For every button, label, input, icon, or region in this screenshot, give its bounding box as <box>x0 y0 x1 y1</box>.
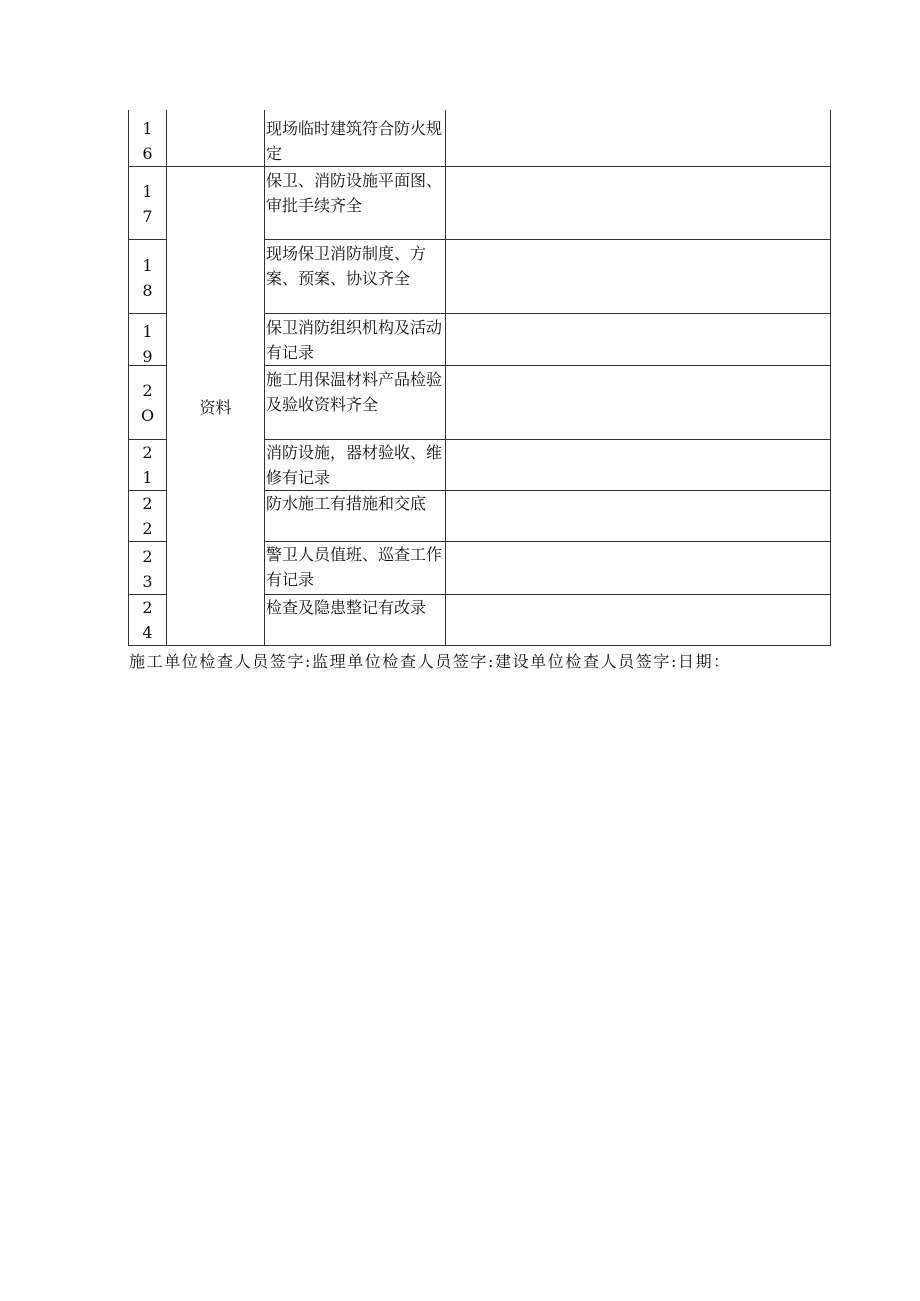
table-row <box>129 110 831 167</box>
row-number: 1 8 <box>129 240 167 314</box>
table-row <box>129 167 831 240</box>
check-item: 警卫人员值班、巡查工作有记录 <box>265 542 446 595</box>
result-cell[interactable] <box>446 542 831 595</box>
result-cell[interactable] <box>446 314 831 366</box>
result-cell[interactable] <box>446 240 831 314</box>
result-cell[interactable] <box>446 167 831 240</box>
row-number: 2 1 <box>129 440 167 491</box>
row-number: 2 2 <box>129 491 167 542</box>
check-item: 施工用保温材料产品检验及验收资料齐全 <box>265 366 446 440</box>
result-cell[interactable] <box>446 440 831 491</box>
row-number: 1 6 <box>129 110 167 167</box>
row-number: 2 O <box>129 366 167 440</box>
result-cell[interactable] <box>446 491 831 542</box>
result-cell[interactable] <box>446 595 831 646</box>
inspection-table <box>128 110 831 646</box>
row-number: 2 4 <box>129 595 167 646</box>
check-item: 现场临时建筑符合防火规定 <box>265 110 446 167</box>
check-item: 消防设施，器材验收、维修有记录 <box>265 440 446 491</box>
signature-line: 施工单位检查人员签字:监理单位检查人员签字:建设单位检查人员签字:日期： <box>129 652 731 671</box>
check-item: 现场保卫消防制度、方案、预案、协议齐全 <box>265 240 446 314</box>
check-item: 保卫消防组织机构及活动有记录 <box>265 314 446 366</box>
category-cell-empty <box>167 110 265 167</box>
row-number: 2 3 <box>129 542 167 595</box>
row-number: 1 9 <box>129 314 167 366</box>
result-cell[interactable] <box>446 110 831 167</box>
row-number: 1 7 <box>129 167 167 240</box>
inspection-sheet <box>128 110 830 672</box>
check-item: 检查及隐患整记有改录 <box>265 595 446 646</box>
check-item: 保卫、消防设施平面图、审批手续齐全 <box>265 167 446 240</box>
check-item: 防水施工有措施和交底 <box>265 491 446 542</box>
result-cell[interactable] <box>446 366 831 440</box>
category-cell: 资料 <box>167 167 265 646</box>
